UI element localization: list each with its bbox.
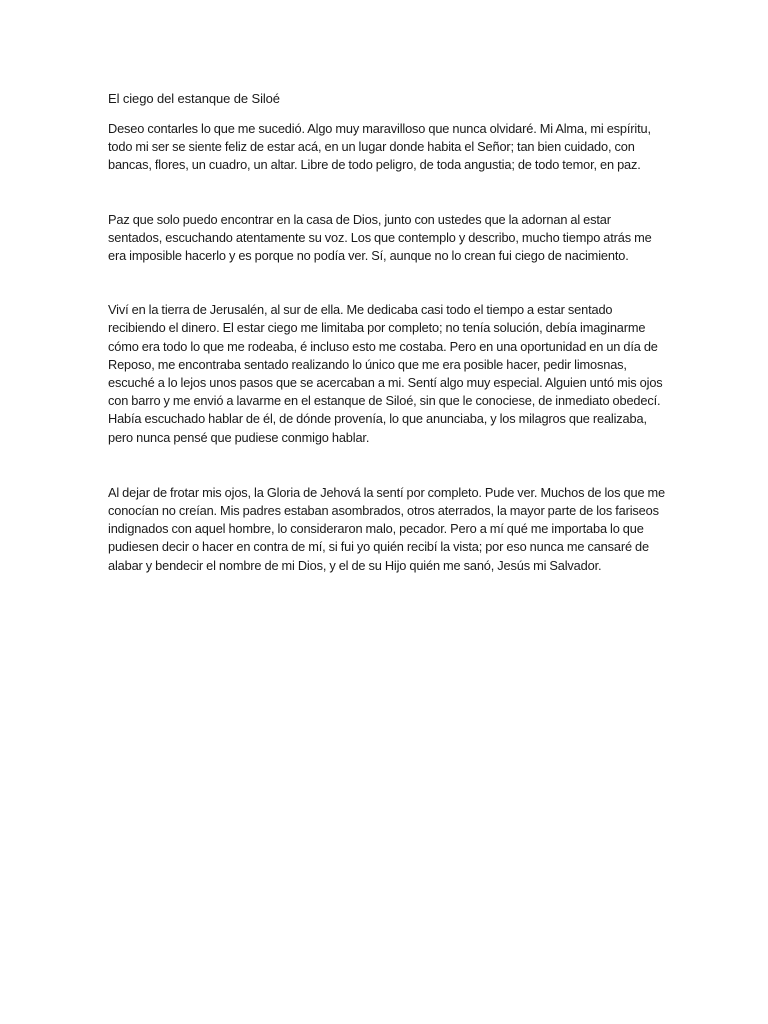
paragraph-4: Al dejar de frotar mis ojos, la Gloria de Jehová la sentí por completo. Pude ver. Muchos de los que me conocían no creían. Mis padres estaban asombrados, otros aterrados, la mayor parte de los fariseos indignados con aquel hombre, lo consideraron malo, pecador. Pero a mí qué me importaba lo que pudiesen decir o hacer en contra de mí, si fui yo quién recibí la vista; por eso nunca me cansaré de alabar y bendecir el nombre de mi Dios, y el de su Hijo quién me sanó, Jesús mi Salvador. — [108, 484, 665, 573]
paragraph-1: Deseo contarles lo que me sucedió. Algo muy maravilloso que nunca olvidaré. Mi Alma, mi espíritu, todo mi ser se siente feliz de estar acá, en un lugar donde habita el Señor; tan bien cuidado, con bancas, flores, un cuadro, un altar. Libre de todo peligro, de toda angustia; de todo temor, en paz. — [108, 121, 651, 173]
document-title: El ciego del estanque de Siloé — [108, 91, 280, 106]
document-body — [108, 90, 668, 575]
paragraph-3: Viví en la tierra de Jerusalén, al sur de ella. Me dedicaba casi todo el tiempo a estar sentado recibiendo el dinero. El estar ciego me limitaba por completo; no tenía solución, debía imaginarme cómo era todo lo que me rodeaba, é incluso esto me costaba. Pero en una oportunidad en un día de Reposo, me encontraba sentado realizando lo único que me era posible hacer, pedir limosnas, escuché a lo lejos unos pasos que se acercaban a mi. Sentí algo muy especial. Alguien untó mis ojos con barro y me envió a lavarme en el estanque de Siloé, sin que le conociese, de inmediato obedecí. Había escuchado hablar de él, de dónde provenía, lo que anunciaba, y los milagros que realizaba, pero nunca pensé que pudiese conmigo hablar. — [108, 302, 663, 445]
paragraph-2: Paz que solo puedo encontrar en la casa de Dios, junto con ustedes que la adornan al estar sentados, escuchando atentamente su voz. Los que contemplo y describo, mucho tiempo atrás me era imposible hacerlo y es porque no podía ver. Sí, aunque no lo crean fui ciego de nacimiento. — [108, 211, 652, 264]
